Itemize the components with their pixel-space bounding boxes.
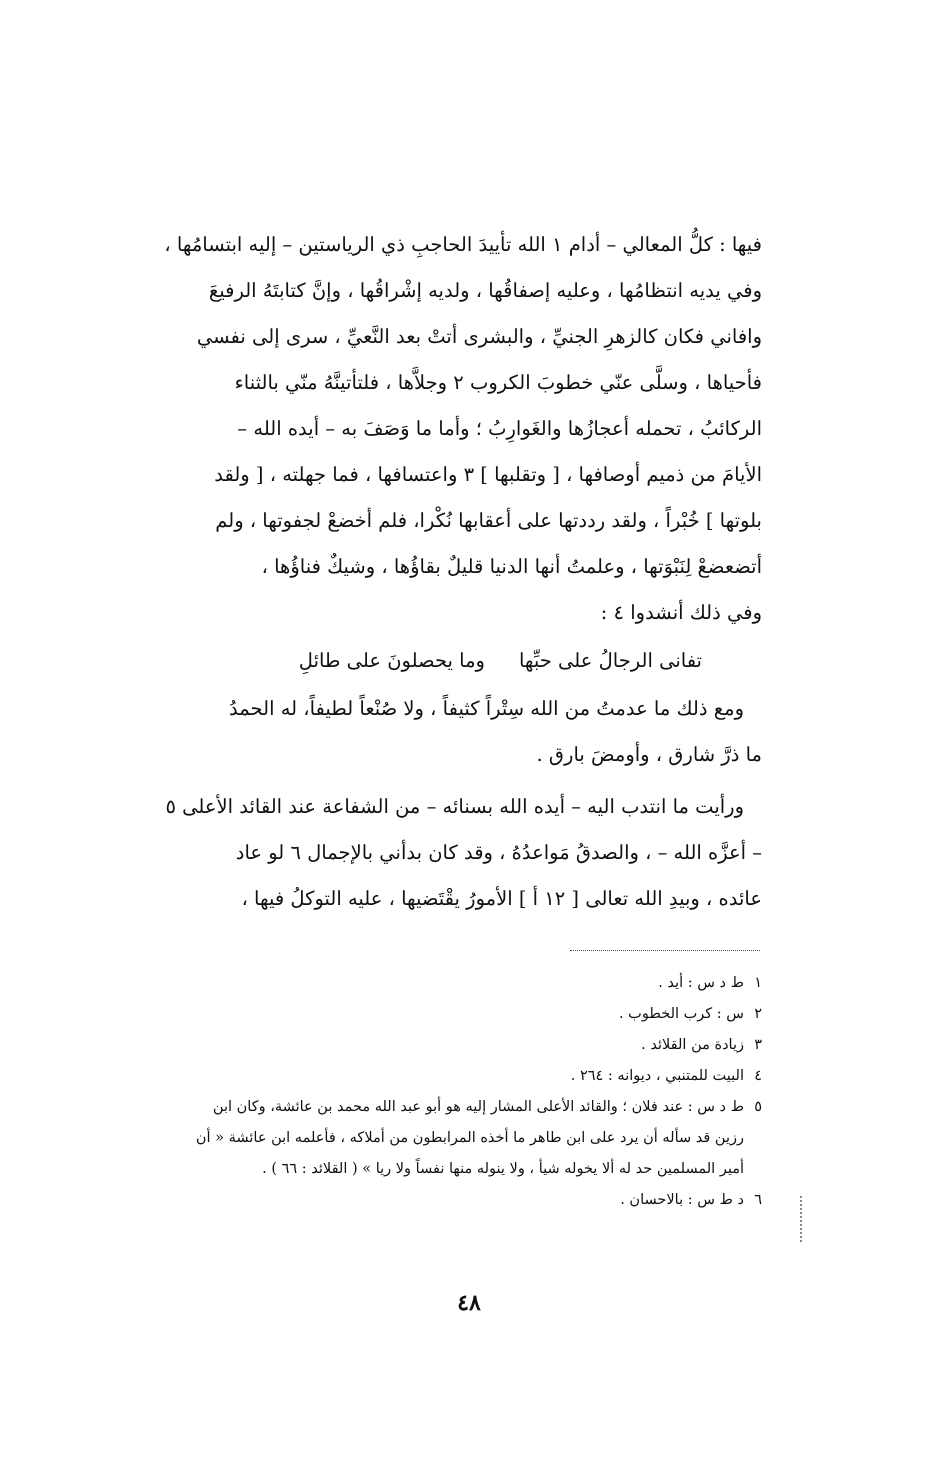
footnote-number: ١: [754, 975, 762, 991]
text-line: – أعزَّه الله – ، والصدقُ مَواعدُهُ ، وقد كان بدأني بالإجمال ٦ لو عاد: [235, 841, 762, 864]
text-line: عائده ، وبيدِ الله تعالى [ ١٢ أ ] الأمورُ يقْتَضيها ، عليه التوكلُ فيها ،: [241, 887, 762, 910]
footnote-number: ٤: [754, 1068, 762, 1084]
text-line: ما ذرَّ شارق ، وأومضَ بارق .: [536, 743, 762, 766]
footnote-continuation: [72, 1123, 762, 1154]
text-line: فيها : كلُّ المعالي – أدام ١ الله تأييدَ الحاجبِ ذي الرياستين – إليه ابتسامُها ،: [164, 233, 762, 256]
poetry-verse: [72, 636, 762, 686]
text-line: وفي ذلك أنشدوا ٤ :: [600, 601, 762, 624]
text-line: الركائبُ ، تحمله أعجازُها والغَوارِبُ ؛ وأما ما وَصَفَ به – أيده الله –: [237, 417, 762, 440]
text-line: بلوتها ] خُبْراً ، ولقد رددتها على أعقابها نُكْرا، فلم أخضعْ لجفوتها ، ولم: [215, 509, 762, 532]
text-line: الأيامَ من ذميم أوصافها ، [ وتقلبها ] ٣ واعتسافها ، فما جهلته ، [ ولقد: [214, 463, 762, 486]
footnote-text: أمير المسلمين حد له ألا يخوله شيأ ، ولا ينوله منها نفساً ولا ريا » ( القلائد : ٦٦ ) .: [262, 1161, 744, 1177]
footnote-text: زيادة من القلائد .: [641, 1037, 744, 1053]
footnote-separator: [570, 950, 760, 951]
footnote-number: ٣: [754, 1037, 762, 1053]
text-line: ومع ذلك ما عدمتُ من الله سِتْراً كثيفاً ، ولا صُنْعاً لطيفاً، له الحمدُ: [229, 697, 744, 720]
footnote: [72, 968, 762, 999]
footnote: [72, 1061, 762, 1092]
footnote-continuation: [72, 1154, 762, 1185]
footnote-text: البيت للمتنبي ، ديوانه : ٢٦٤ .: [570, 1068, 744, 1084]
page-number: ٤٨: [457, 1290, 481, 1316]
footnote-text: س : كرب الخطوب .: [618, 1006, 744, 1022]
text-line: أتضعضعْ لِنَبْوَتها ، وعلمتُ أنها الدنيا قليلٌ بقاؤُها ، وشيكٌ فناؤُها ،: [261, 555, 762, 578]
footnote: [72, 1185, 762, 1216]
footnote-text: رزين قد سأله أن يرد على ابن طاهر ما أخذه المرابطون من أملاكه ، فأعلمه ابن عائشة « أن: [195, 1130, 744, 1146]
verse-first-hemistich: تفانى الرجالُ على حبِّها: [518, 649, 702, 672]
footnote-text: د ط س : بالاحسان .: [620, 1192, 744, 1208]
text-line: ورأيت ما انتدب اليه – أيده الله بسنائه – من الشفاعة عند القائد الأعلى ٥: [165, 795, 744, 818]
main-text: [72, 222, 762, 922]
text-line: فأحياها ، وسلَّى عنّي خطوبَ الكروب ٢ وجلاَّها ، فلتأتينَّهُ منّي بالثناء: [234, 371, 762, 394]
text-line: وافاني فكان كالزهرِ الجنيِّ ، والبشرى أتتْ بعد النَّعيِّ ، سرى إلى نفسي: [196, 325, 762, 348]
footnote-number: ٦: [754, 1192, 762, 1208]
footnote: [72, 1030, 762, 1061]
footnotes: [72, 968, 762, 1216]
footnote: [72, 999, 762, 1030]
margin-mark: [800, 1196, 804, 1242]
verse-second-hemistich: وما يحصلونَ على طائلِ: [298, 649, 485, 672]
text-line: وفي يديه انتظامُها ، وعليه إصفاقُها ، ولديه إشْراقُها ، وإنَّ كتابتَهُ الرفيعَ: [208, 279, 762, 302]
footnote-number: ٥: [754, 1099, 762, 1115]
footnote: [72, 1092, 762, 1123]
footnote-text: ط د س : عند فلان ؛ والقائد الأعلى المشار إليه هو أبو عبد الله محمد بن عائشة، وكان ابن: [212, 1099, 744, 1115]
footnote-number: ٢: [754, 1006, 762, 1022]
footnote-text: ط د س : أيد .: [658, 975, 744, 991]
